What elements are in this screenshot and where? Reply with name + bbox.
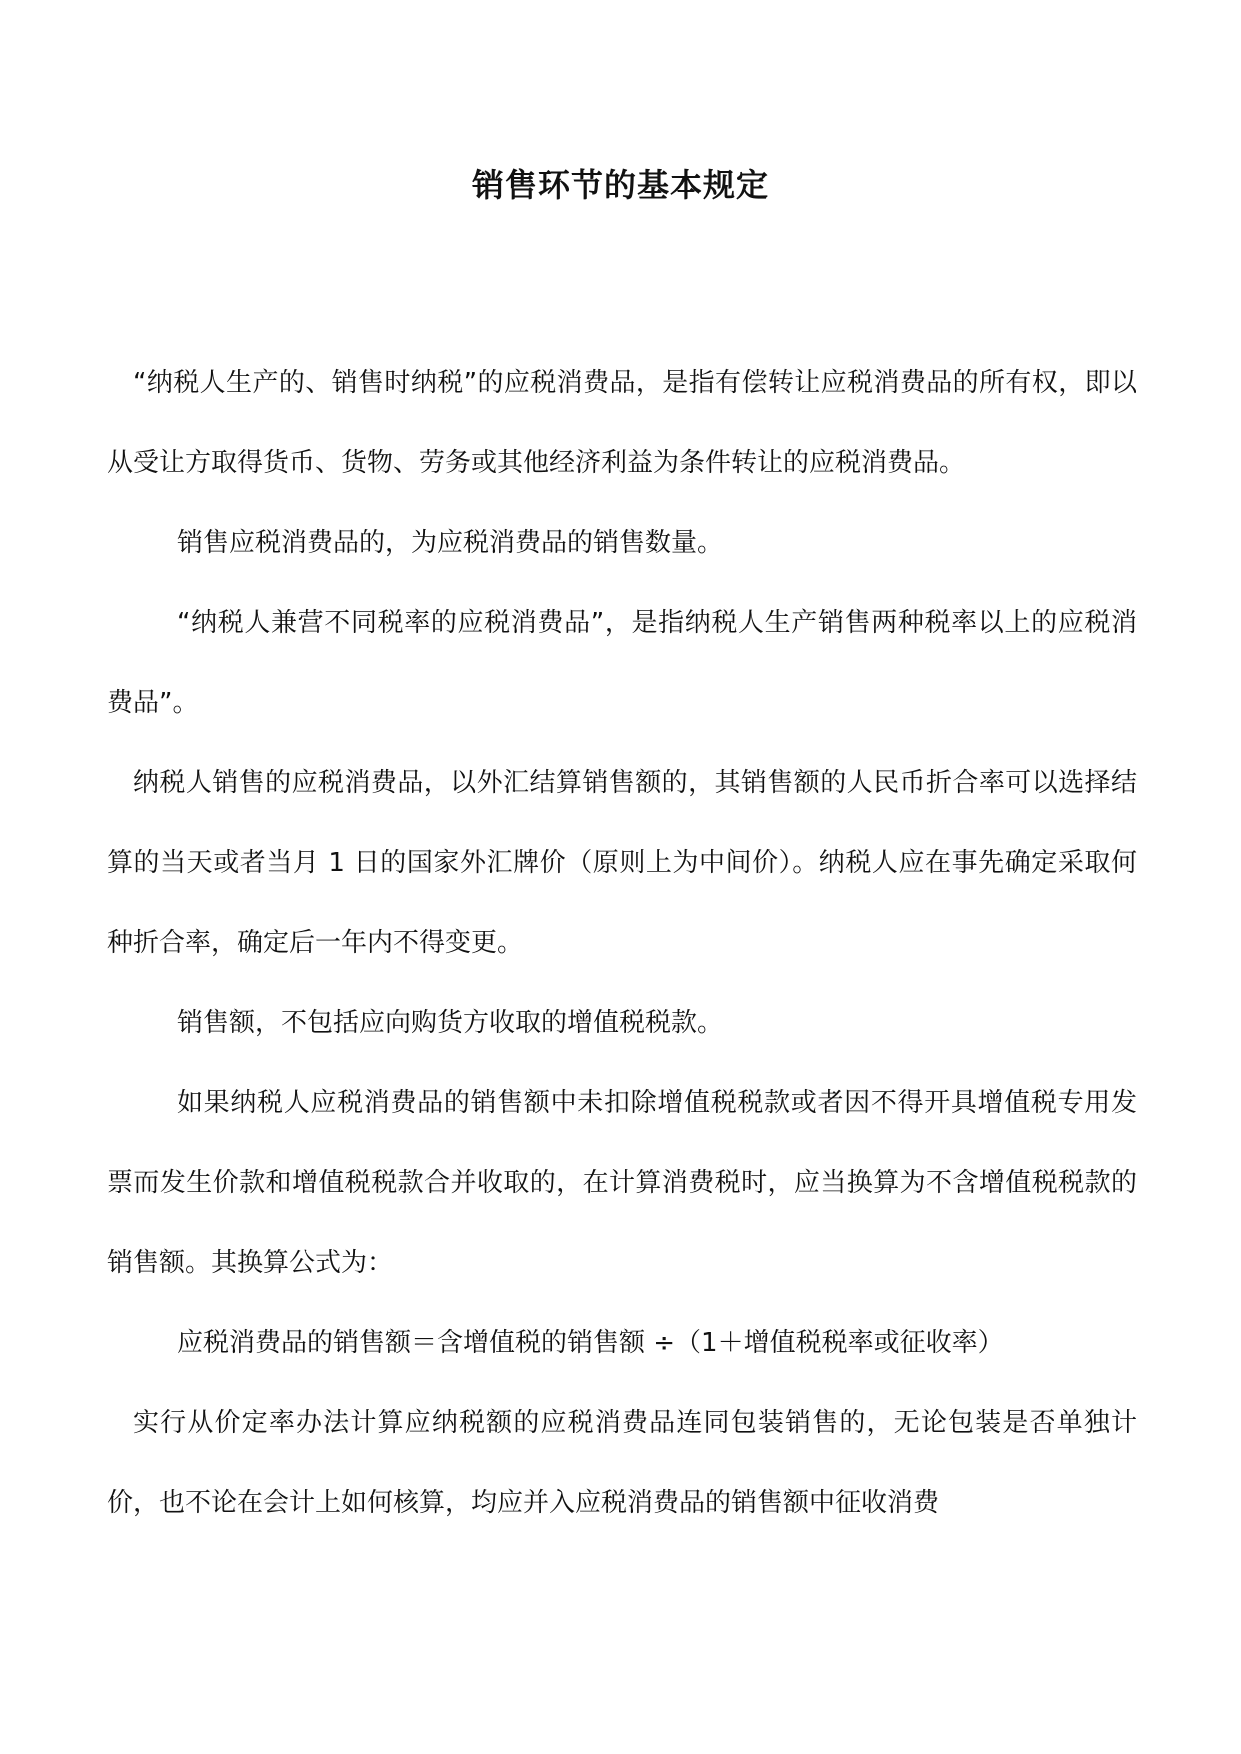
document-body (107, 343, 1137, 1543)
paragraph-multiple-tax-rates: “纳税人兼营不同税率的应税消费品”，是指纳税人生产销售两种税率以上的应税消费品”。 (107, 608, 1137, 718)
paragraph-vat-conversion: 如果纳税人应税消费品的销售额中未扣除增值税税款或者因不得开具增值税专用发票而发生价款和增值税税款合并收取的，在计算消费税时，应当换算为不含增值税税款的销售额。其换算公式为： (107, 1088, 1137, 1278)
paragraph-conversion-formula: 应税消费品的销售额＝含增值税的销售额 ÷（1＋增值税税率或征收率） (177, 1328, 1004, 1358)
paragraph-sales-quantity: 销售应税消费品的，为应税消费品的销售数量。 (177, 528, 724, 558)
paragraph-taxable-sale-definition: “纳税人生产的、销售时纳税”的应税消费品，是指有偿转让应税消费品的所有权，即以从受让方取得货币、货物、劳务或其他经济利益为条件转让的应税消费品。 (107, 368, 1137, 478)
paragraph-sales-excludes-vat: 销售额，不包括应向购货方收取的增值税税款。 (177, 1008, 724, 1038)
paragraph-packaging-sales: 实行从价定率办法计算应纳税额的应税消费品连同包装销售的，无论包装是否单独计价，也不论在会计上如何核算，均应并入应税消费品的销售额中征收消费 (107, 1408, 1137, 1518)
paragraph-foreign-currency: 纳税人销售的应税消费品，以外汇结算销售额的，其销售额的人民币折合率可以选择结算的当天或者当月 1 日的国家外汇牌价（原则上为中间价）。纳税人应在事先确定采取何种折合率，确定后一年内不得变更。 (107, 768, 1137, 958)
document-title: 销售环节的基本规定 (471, 166, 769, 204)
